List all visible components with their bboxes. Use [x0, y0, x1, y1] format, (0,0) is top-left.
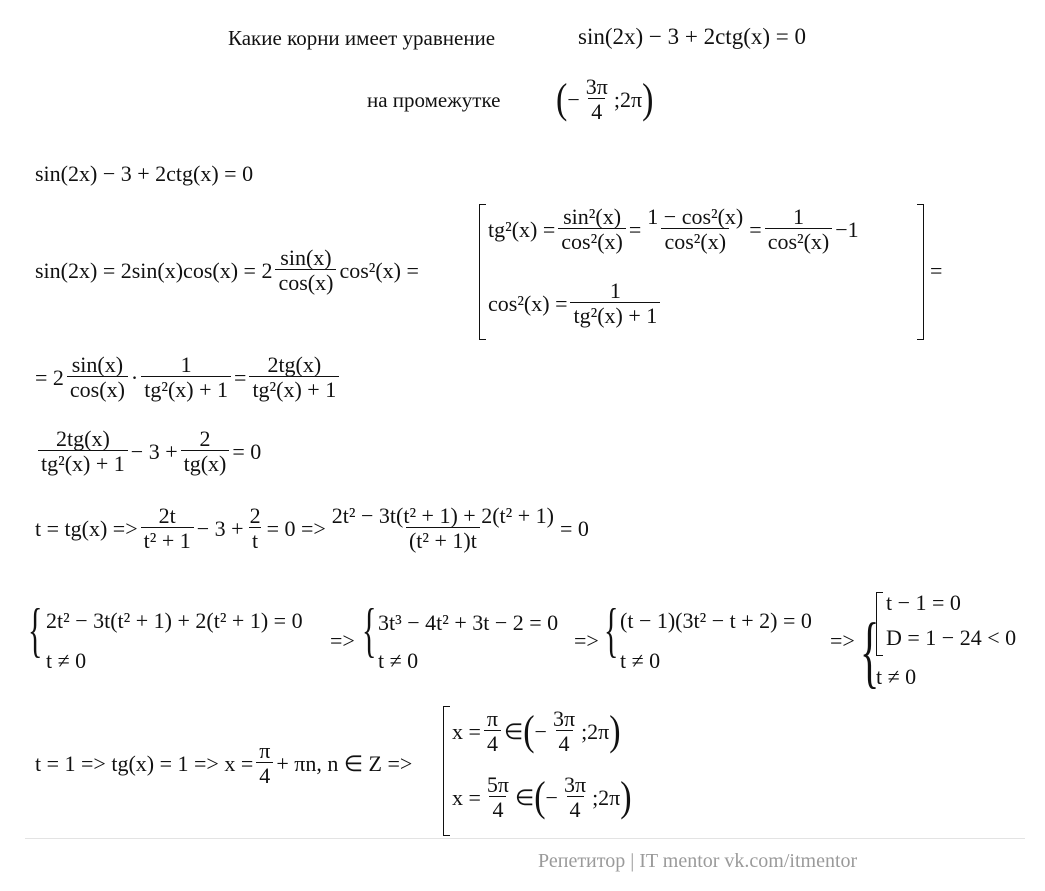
system2-eq: 3t³ − 4t² + 3t − 2 = 0 — [378, 610, 559, 635]
system-brace-4: { — [860, 608, 880, 696]
line-substitution: = 2 $\frac{\sin(x)}{\cos(x)}$ · $\frac{1}{\text{tg²(x) + 1}}$ = $\frac{2tg(x)}{\text{tg²(x) + 1}}$ — [35, 354, 342, 401]
interval-label: на промежутке — [367, 88, 501, 112]
bracket-row-1: tg²(x) = $\frac{\text{sin²(x)}}{\text{cos²(x)}}$ = $\frac{\text{1 − cos²(x)}}{\text{cos²(x)}}$ = $\frac{1}{\text{cos²(x)}}$ −1 — [488, 204, 859, 254]
fraction-3pi-4: $\frac{3\pi}{4}$ — [585, 74, 608, 124]
line-solution: t = 1 => tg(x) = 1 => x = $\frac{\pi}{4}$ + πn, n ∈ Z => — [35, 738, 413, 788]
system2-cond: t ≠ 0 — [378, 648, 419, 673]
system4-eq1: t − 1 = 0 — [886, 590, 961, 615]
system1-cond: t ≠ 0 — [46, 648, 87, 673]
implies-arrow-3: => — [830, 628, 855, 653]
system4-cond: t ≠ 0 — [876, 664, 917, 689]
system3-cond: t ≠ 0 — [620, 648, 661, 673]
line-equation: sin(2x) − 3 + 2ctg(x) = 0 — [35, 161, 254, 186]
system-brace-3: { — [604, 597, 619, 663]
implies-arrow-2: => — [574, 628, 599, 653]
set-bracket — [876, 592, 883, 656]
line-t-substitution: t = tg(x) => $\frac{2t}{\text{t² + 1}}$ − 3 + $\frac{2}{t}$ = 0 => $\frac{\text{2t² − 3t(t² + 1) + 2(t² + 1)}}{\text{(t² + 1)t}}$ = 0 — [35, 503, 589, 553]
footer-credit: Репетитор | IT mentor vk.com/itmentor — [538, 850, 858, 872]
root-1: x = $\frac{\pi}{4}$ ∈ ( − $\frac{3\pi}{4}$ ;2π ) — [452, 706, 621, 756]
system1-eq: 2t² − 3t(t² + 1) + 2(t² + 1) = 0 — [46, 608, 303, 633]
line-sin2x: sin(2x) = 2sin(x)cos(x) = 2 $\frac{\sin(x)}{\cos(x)}$ cos²(x) = — [35, 245, 419, 295]
roots-bracket — [443, 706, 450, 836]
system-brace-1: { — [28, 597, 43, 663]
root-2: x = $\frac{5\pi}{4}$ ∈ ( − $\frac{3\pi}{4}$ ;2π ) — [452, 772, 632, 822]
bracket-left — [479, 204, 486, 340]
problem-interval — [556, 76, 653, 123]
implies-arrow-1: => — [330, 628, 355, 653]
question-text: Какие корни имеет уравнение — [228, 26, 496, 50]
bracket-row-2: cos²(x) = $\frac{1}{\text{tg²(x) + 1}}$ — [488, 280, 663, 327]
system3-eq: (t − 1)(3t² − t + 2) = 0 — [620, 608, 812, 633]
left-paren: ( — [556, 75, 568, 122]
problem-equation: sin(2x) − 3 + 2ctg(x) = 0 — [578, 24, 806, 49]
line-tg-equation: $\frac{2tg(x)}{\text{tg²(x) + 1}}$ − 3 + $\frac{2}{tg(x)}$ = 0 — [35, 428, 261, 475]
interval-end: ;2π — [613, 86, 643, 112]
system4-discriminant: D = 1 − 24 < 0 — [886, 625, 1017, 650]
equals-sign: = — [930, 258, 943, 283]
footer-divider — [25, 838, 1025, 839]
system-brace-2: { — [362, 597, 377, 663]
bracket-right — [917, 204, 924, 340]
right-paren: ) — [642, 75, 654, 122]
problem-question — [228, 26, 495, 51]
minus-sign: − — [567, 86, 580, 112]
